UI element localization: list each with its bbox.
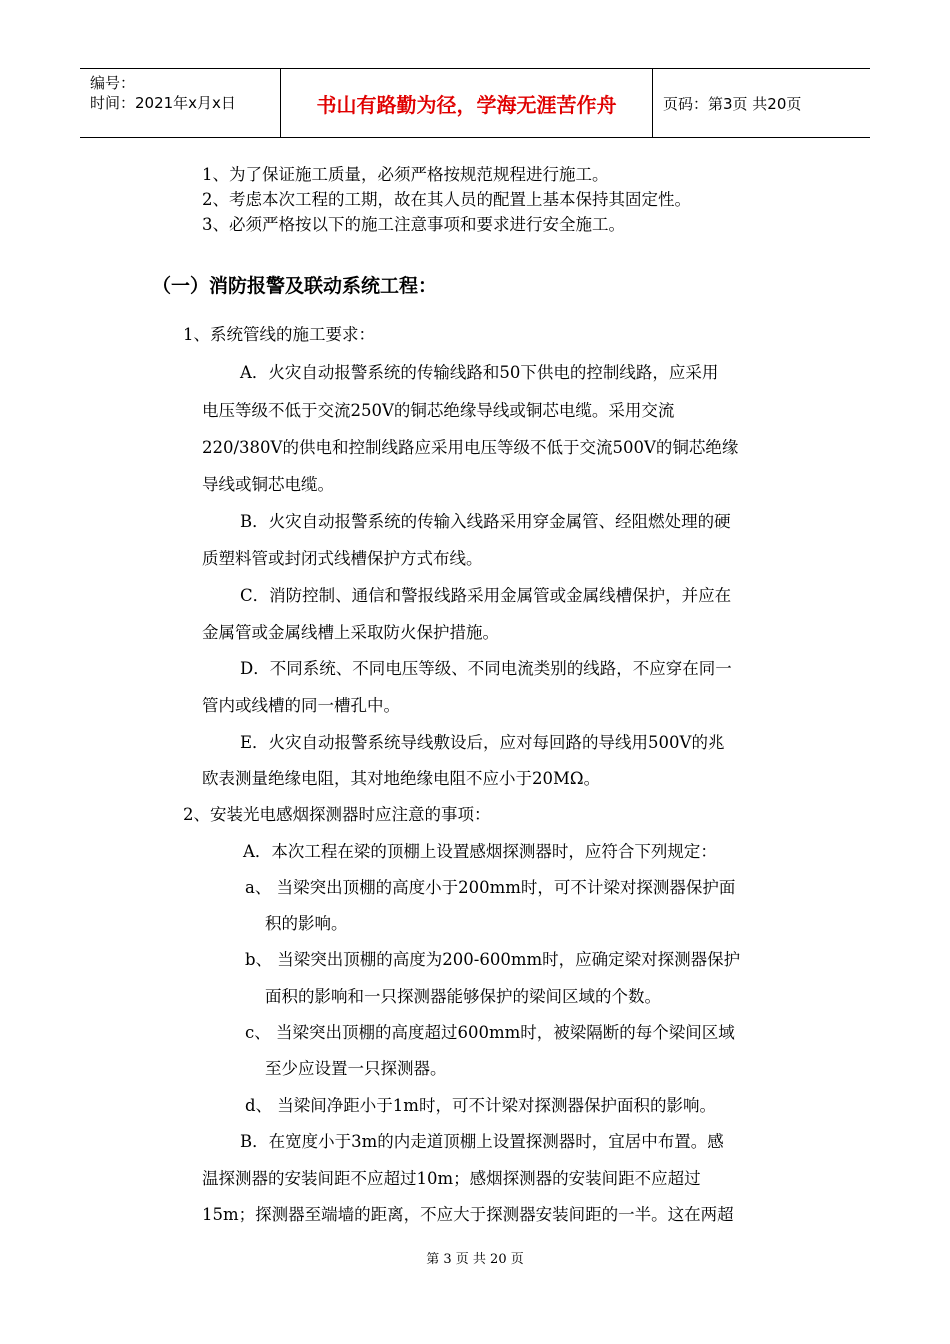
body-line: c、 当梁突出顶棚的高度超过600mm时，被梁隔断的每个梁间区域 bbox=[245, 1023, 735, 1042]
body-line: C．消防控制、通信和警报线路采用金属管或金属线槽保护，并应在 bbox=[240, 586, 732, 605]
body-line: 金属管或金属线槽上采取防火保护措施。 bbox=[202, 623, 499, 642]
page-header bbox=[80, 68, 870, 138]
body-line: 面积的影响和一只探测器能够保护的梁间区域的个数。 bbox=[265, 987, 661, 1006]
body-line: 质塑料管或封闭式线槽保护方式布线。 bbox=[202, 549, 483, 568]
header-meta bbox=[80, 69, 281, 137]
body-line: B．火灾自动报警系统的传输入线路采用穿金属管、经阻燃处理的硬 bbox=[240, 512, 731, 531]
body-line: 欧表测量绝缘电阻，其对地绝缘电阻不应小于20MΩ。 bbox=[202, 769, 601, 788]
body-line: B．在宽度小于3m的内走道顶棚上设置探测器时，宜居中布置。感 bbox=[240, 1132, 724, 1151]
body-line: E．火灾自动报警系统导线敷设后，应对每回路的导线用500V的兆 bbox=[240, 733, 725, 752]
body-line: 导线或铜芯电缆。 bbox=[202, 475, 334, 494]
body-line: d、 当梁间净距小于1m时，可不计梁对探测器保护面积的影响。 bbox=[245, 1096, 716, 1115]
body-line: 至少应设置一只探测器。 bbox=[265, 1059, 447, 1078]
time-label: 时间：2021年x月x日 bbox=[90, 94, 236, 112]
body-line: 电压等级不低于交流250V的铜芯绝缘导线或铜芯电缆。采用交流 bbox=[202, 401, 675, 420]
body-line: A．本次工程在梁的顶棚上设置感烟探测器时，应符合下列规定： bbox=[243, 842, 717, 861]
header-motto: 书山有路勤为径，学海无涯苦作舟 bbox=[281, 69, 653, 137]
body-line: b、 当梁突出顶棚的高度为200-600mm时，应确定梁对探测器保护 bbox=[245, 950, 741, 969]
body-line: A．火灾自动报警系统的传输线路和50下供电的控制线路，应采用 bbox=[240, 363, 719, 382]
body-line: 220/380V的供电和控制线路应采用电压等级不低于交流500V的铜芯绝缘 bbox=[202, 438, 739, 457]
header-page-info: 页码：第3页 共20页 bbox=[663, 94, 802, 113]
serial-label: 编号： bbox=[90, 74, 136, 92]
body-line: a、 当梁突出顶棚的高度小于200mm时，可不计梁对探测器保护面 bbox=[245, 878, 736, 897]
body-line: 积的影响。 bbox=[265, 914, 348, 933]
body-line: 1、系统管线的施工要求： bbox=[183, 325, 375, 344]
intro-line: 1、为了保证施工质量，必须严格按规范规程进行施工。 bbox=[202, 165, 609, 184]
body-line: 2、安装光电感烟探测器时应注意的事项： bbox=[183, 805, 491, 824]
intro-line: 3、必须严格按以下的施工注意事项和要求进行安全施工。 bbox=[202, 215, 625, 234]
intro-line: 2、考虑本次工程的工期，故在其人员的配置上基本保持其固定性。 bbox=[202, 190, 691, 209]
body-line: D．不同系统、不同电压等级、不同电流类别的线路，不应穿在同一 bbox=[240, 659, 732, 678]
section-title: （一）消防报警及联动系统工程： bbox=[152, 275, 438, 297]
body-line: 15m；探测器至端墙的距离，不应大于探测器安装间距的一半。这在两超 bbox=[202, 1205, 734, 1224]
body-line: 温探测器的安装间距不应超过10m；感烟探测器的安装间距不应超过 bbox=[202, 1169, 701, 1188]
body-line: 管内或线槽的同一槽孔中。 bbox=[202, 696, 400, 715]
page-footer: 第 3 页 共 20 页 bbox=[426, 1252, 524, 1267]
